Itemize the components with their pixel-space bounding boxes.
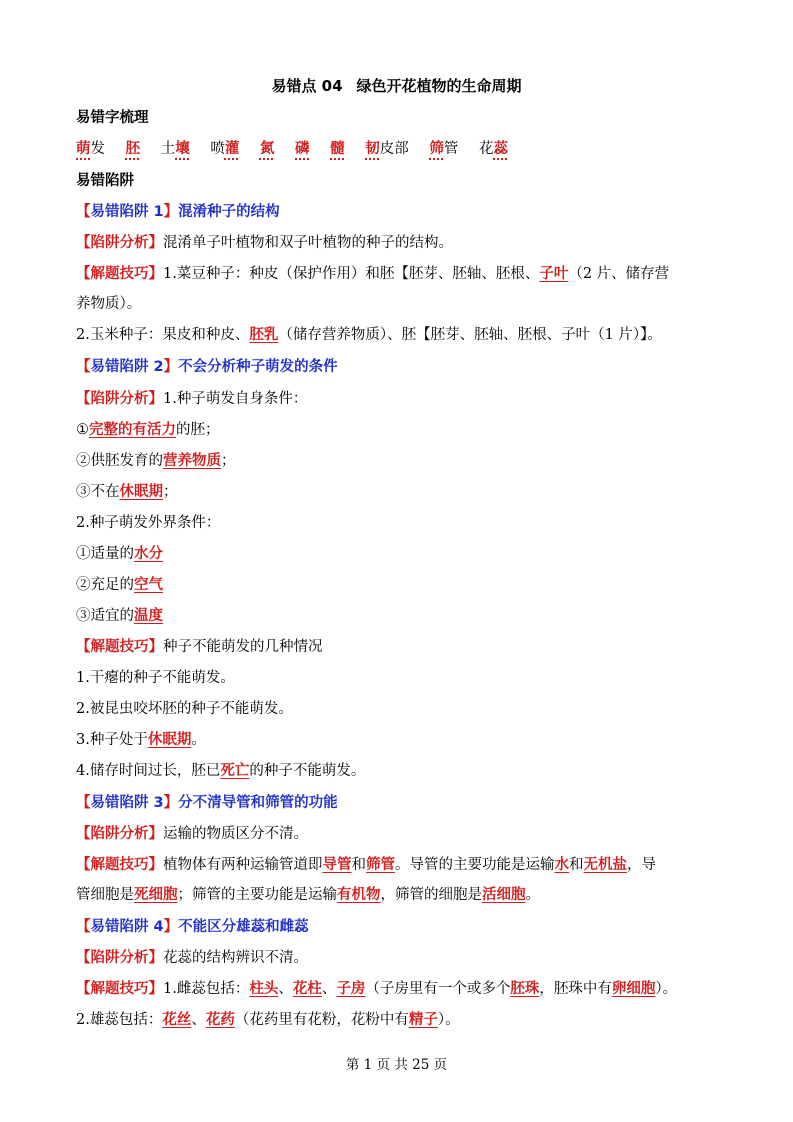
page-title [0, 76, 793, 96]
title-text: 绿色开花植物的生命周期 [356, 77, 522, 95]
trap-2-skill-2: 2.被昆虫咬坏胚的种子不能萌发。 [76, 701, 293, 717]
trap-4-skill: 【解题技巧】1.雌蕊包括：柱头、花柱、子房（子房里有一个或多个胚珠，胚珠中有卵细胞）。 [76, 980, 678, 997]
trap-2-skill-1: 1.干瘪的种子不能萌发。 [76, 670, 235, 686]
trap-2-ext-1: ①适量的水分 [76, 545, 163, 562]
trap-2-skill-4: 4.储存时间过长，胚已死亡的种子不能萌发。 [76, 762, 366, 779]
typo-word: 胚 [125, 140, 141, 157]
title-prefix: 易错点 04 [271, 77, 343, 95]
trap-3-heading: 【易错陷阱 3】分不清导管和筛管的功能 [76, 795, 338, 811]
trap-3-analysis: 【陷阱分析】运输的物质区分不清。 [76, 826, 308, 842]
page-footer: 第 1 页 共 25 页 [345, 1057, 448, 1073]
trap-1-skill: 【解题技巧】1.菜豆种子：种皮（保护作用）和胚【胚芽、胚轴、胚根、子叶（2 片、储存营 [76, 265, 670, 282]
trap-2-analysis: 【陷阱分析】1.种子萌发自身条件： [76, 391, 308, 407]
trap-2-cond-3: ③不在休眠期； [76, 483, 178, 500]
trap-2-heading: 【易错陷阱 2】不会分析种子萌发的条件 [76, 359, 338, 375]
typo-word: 髓 [330, 140, 345, 157]
trap-2-skill-3: 3.种子处于休眠期。 [76, 731, 206, 748]
trap-2-external: 2.种子萌发外界条件： [76, 515, 221, 531]
trap-2-ext-2: ②充足的空气 [76, 576, 163, 593]
section-heading-traps: 易错陷阱 [76, 173, 134, 189]
typo-word: 磷 [295, 140, 310, 157]
section-heading-typo: 易错字梳理 [76, 110, 149, 126]
trap-3-skill: 【解题技巧】植物体有两种运输管道即导管和筛管。导管的主要功能是运输水和无机盐，导 [76, 856, 656, 873]
trap-1-analysis: 【陷阱分析】混淆单子叶植物和双子叶植物的种子的结构。 [76, 235, 453, 251]
typo-word-list [76, 139, 722, 159]
typo-word: 氮 [259, 140, 275, 157]
trap-4-heading: 【易错陷阱 4】不能区分雄蕊和雌蕊 [76, 919, 309, 935]
trap-2-ext-3: ③适宜的温度 [76, 607, 163, 624]
trap-1-corn: 2.玉米种子：果皮和种皮、胚乳（储存营养物质）、胚【胚芽、胚轴、胚根、子叶（1 片）】。 [76, 326, 662, 343]
typo-word: 萌发 [76, 140, 105, 157]
typo-word: 韧皮部 [365, 140, 409, 157]
trap-1-heading: 【易错陷阱 1】混淆种子的结构 [76, 204, 280, 220]
typo-word: 喷灌 [210, 140, 240, 157]
trap-2-cond-1: ①完整的有活力的胚； [76, 421, 220, 438]
typo-word: 土壤 [160, 140, 190, 157]
trap-1-skill-cont: 养物质）。 [76, 296, 142, 312]
trap-2-cond-2: ②供胚发育的营养物质； [76, 452, 236, 469]
trap-2-skill: 【解题技巧】种子不能萌发的几种情况 [76, 639, 323, 655]
typo-word: 花蕊 [478, 140, 508, 157]
trap-4-stamen: 2.雄蕊包括：花丝、花药（花药里有花粉，花粉中有精子）。 [76, 1011, 460, 1028]
trap-3-skill-cont: 管细胞是死细胞；筛管的主要功能是运输有机物，筛管的细胞是活细胞。 [76, 886, 540, 903]
typo-word: 筛管 [429, 140, 459, 157]
trap-4-analysis: 【陷阱分析】花蕊的结构辨识不清。 [76, 950, 308, 966]
